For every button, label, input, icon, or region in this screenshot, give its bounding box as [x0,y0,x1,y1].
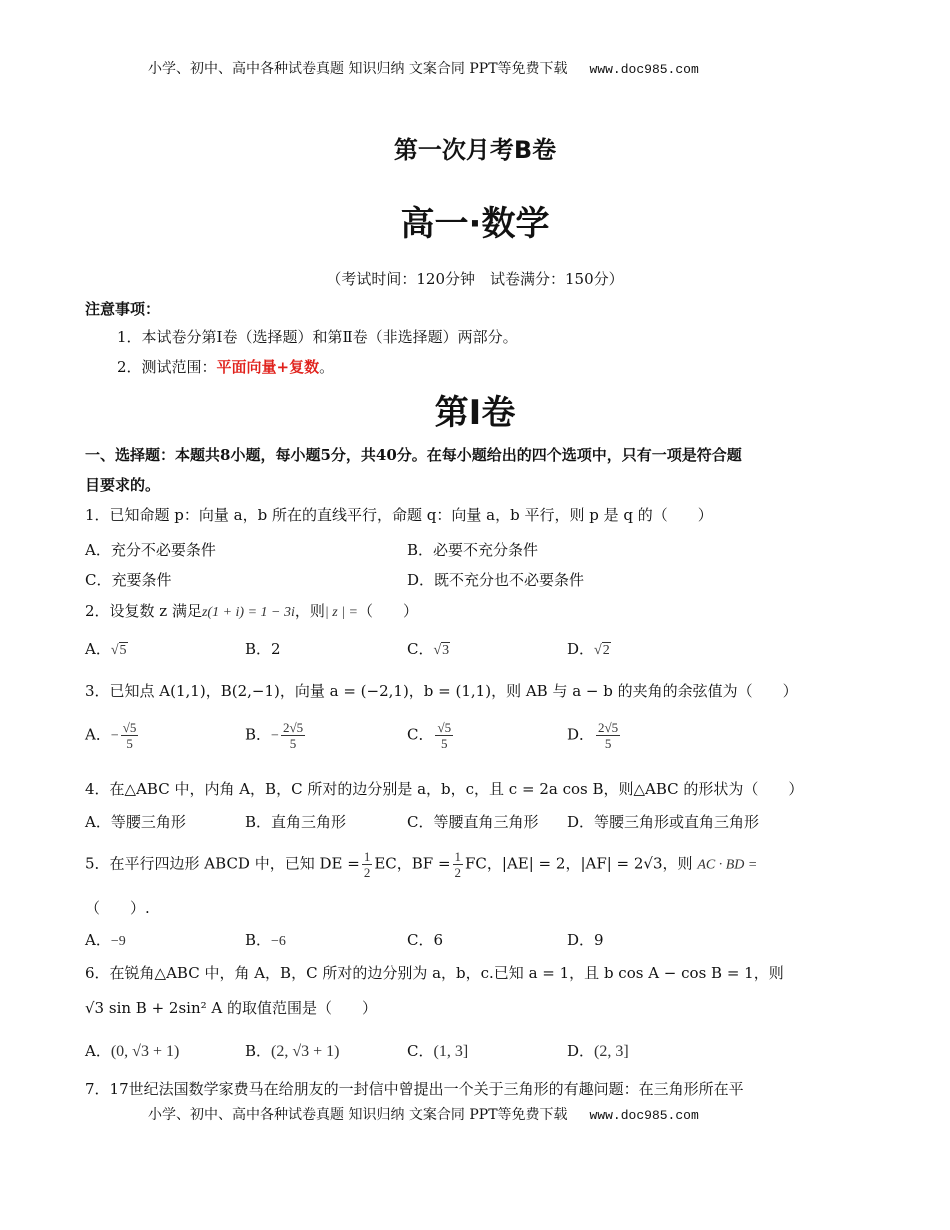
q2-option-a[interactable]: A．√5 [85,640,127,658]
q5-option-a-label: A． [85,931,111,949]
q6-option-d-label: D． [567,1042,595,1060]
q3-c-den: 5 [441,736,448,751]
notes-item-2-suffix: 。 [319,358,335,376]
q6-option-a[interactable] [85,1040,179,1061]
q4-option-a[interactable]: A．等腰三角形 [85,813,186,831]
q6-a-value: (0, √3 + 1) [110,1043,180,1060]
q6-b-value: (2, √3 + 1) [271,1043,340,1060]
q5-option-b-label: B． [245,931,272,949]
q3-a-den: 5 [126,736,133,751]
q3-a-num: √5 [122,720,137,735]
question-7-stem: 7．17世纪法国数学家费马在给朋友的一封信中曾提出一个关于三角形的有趣问题：在三角形所在平 [85,1080,744,1098]
notes-item-2-prefix: 2．测试范围： [117,358,217,376]
q5-stem-b: FC，|AE| = 2，|AF| = 2√3，则 [465,854,693,873]
notes-heading: 注意事项： [85,300,161,318]
header-url[interactable]: www.doc985.com [589,62,699,77]
q5-half-fraction-2 [453,849,464,880]
q3-d-num: 2√5 [598,720,619,735]
q5-option-c[interactable]: C．6 [407,931,444,949]
q2-option-c[interactable]: C．√3 [407,640,450,658]
q2-option-a-label: A． [85,640,111,658]
q2-d-value: 2 [602,643,610,658]
q3-option-b[interactable] [245,720,307,751]
q2-equation: z(1 + i) = 1 − 3i [201,605,295,620]
q3-b-den: 5 [289,736,297,751]
q3-option-c[interactable] [407,720,455,751]
page-header [148,58,699,78]
exam-info: （考试时间：120分钟 试卷满分：150分） [326,270,624,288]
q3-option-c-label: C． [407,725,434,744]
q1-option-a[interactable]: A．充分不必要条件 [85,541,216,559]
q3-d-den: 5 [604,736,612,751]
q5-half-den-1: 2 [363,865,371,880]
q3-option-a[interactable] [85,720,140,751]
question-5-stem [85,849,757,880]
q5-option-d[interactable]: D．9 [567,931,604,949]
q5-dot-product: AC · BD = [697,857,758,873]
q5-stem-prefix: 5．在平行四边形 ABCD 中，已知 DE = [85,854,360,873]
q1-option-c[interactable]: C．充要条件 [85,571,172,589]
section1-line2: 目要求的。 [85,476,161,494]
header-text: 小学、初中、高中各种试卷真题 知识归纳 文案合同 PPT等免费下载 [148,61,568,77]
notes-item-1: 1．本试卷分第Ⅰ卷（选择题）和第Ⅱ卷（非选择题）两部分。 [117,328,518,346]
q3-b-num: 2√5 [282,720,304,735]
q3-c-num: √5 [437,720,452,735]
q5-stem-continuation: （ ）. [85,899,150,917]
question-6-stem-line1: 6．在锐角△ABC 中，角 A，B，C 所对的边分别为 a，b，c.已知 a = 1，且 b cos A − cos B = 1，则 [85,964,784,982]
q2-stem-prefix: 2．设复数 z 满足 [85,602,202,620]
q5-half-fraction-1 [362,849,373,880]
q2-c-value: 3 [442,643,450,658]
q6-d-value: (2, 3] [594,1043,629,1060]
q1-option-b[interactable]: B．必要不充分条件 [407,541,539,559]
q3-option-d[interactable] [567,720,622,751]
q3-b-sign: − [271,728,279,744]
q3-c-fraction [435,720,453,751]
q2-a-value: 5 [119,643,127,658]
q2-modulus: | z | = [324,605,358,620]
q5-a-value: −9 [110,934,126,949]
page-footer [148,1104,699,1124]
q5-b-value: −6 [271,934,286,949]
q6-option-c-label: C． [407,1042,434,1060]
q1-option-d[interactable]: D．既不充分也不必要条件 [407,571,585,589]
q4-option-d[interactable]: D．等腰三角形或直角三角形 [567,813,760,831]
q5-option-a[interactable] [85,929,126,950]
question-2-stem [85,600,418,621]
q5-half-num-1: 1 [363,849,371,864]
q6-option-c[interactable] [407,1040,468,1061]
footer-text: 小学、初中、高中各种试卷真题 知识归纳 文案合同 PPT等免费下载 [148,1107,568,1123]
section1-line1: 一、选择题：本题共8小题，每小题5分，共40分。在每小题给出的四个选项中，只有一项是符合题 [85,446,742,464]
test-scope-highlight: 平面向量+复数 [216,358,320,376]
q5-stem-a: EC，BF = [374,854,451,873]
q2-stem-suffix: （ ） [358,602,419,620]
q3-option-b-label: B． [245,725,272,744]
q3-option-d-label: D． [567,725,595,744]
exam-title: 第一次月考B卷 [393,136,557,164]
q6-option-d[interactable] [567,1040,629,1061]
q5-half-den-2: 2 [454,865,462,880]
q2-option-d-label: D． [567,640,595,658]
q6-c-value: (1, 3] [433,1043,469,1060]
q2-option-c-label: C． [407,640,434,658]
question-1-stem: 1．已知命题 p：向量 a，b 所在的直线平行，命题 q：向量 a，b 平行，则 p 是 q 的（ ） [85,506,713,524]
q5-half-num-2: 1 [454,849,462,864]
question-6-stem-line2: √3 sin B + 2sin² A 的取值范围是（ ） [85,999,378,1017]
q2-stem-mid: ，则 [294,602,325,620]
q3-d-fraction [596,720,620,751]
part-title: 第Ⅰ卷 [434,393,516,433]
question-3-stem: 3．已知点 A(1,1)，B(2,−1)，向量 a = (−2,1)，b = (1,1)，则 AB 与 a − b 的夹角的余弦值为（ ） [85,682,798,700]
notes-item-2 [117,356,334,377]
subject-title: 高一·数学 [400,204,550,244]
q2-option-b[interactable]: B．2 [245,640,281,658]
q4-option-b[interactable]: B．直角三角形 [245,813,347,831]
q3-a-fraction [121,720,139,751]
q2-option-d[interactable]: D．√2 [567,640,610,658]
question-4-stem: 4．在△ABC 中，内角 A，B，C 所对的边分别是 a，b，c，且 c = 2a cos B，则△ABC 的形状为（ ） [85,780,804,798]
footer-url[interactable]: www.doc985.com [589,1108,699,1123]
q4-option-c[interactable]: C．等腰直角三角形 [407,813,539,831]
q6-option-b[interactable] [245,1040,340,1061]
q3-b-fraction [281,720,305,751]
q3-a-sign: − [110,728,119,744]
q3-option-a-label: A． [85,725,111,744]
q6-option-a-label: A． [85,1042,111,1060]
q6-option-b-label: B． [245,1042,272,1060]
q5-option-b[interactable] [245,929,286,950]
